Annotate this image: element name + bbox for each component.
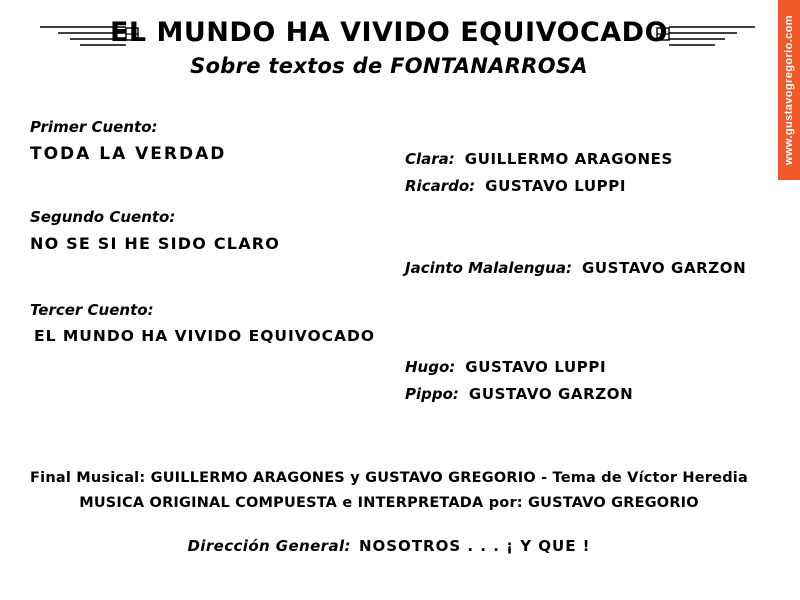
direction-label: Dirección General: [187,537,351,555]
cast-actor: GUSTAVO LUPPI [485,176,627,195]
footer-credit-music: Final Musical: GUILLERMO ARAGONES y GUSTAVO GREGORIO - Tema de Víctor Heredia [30,470,748,486]
stories-column [30,118,400,387]
poster-body [0,118,778,448]
footer-credit-original-music: MUSICA ORIGINAL COMPUESTA e INTERPRETADA por: GUSTAVO GREGORIO [79,495,699,511]
cast-row [405,385,775,403]
cast-block [405,358,775,412]
story-title: EL MUNDO HA VIVIDO EQUIVOCADO [34,326,376,345]
page-title: EL MUNDO HA VIVIDO EQUIVOCADO [109,17,669,48]
watermark-text: www.gustavogregorio.com [783,15,795,165]
cast-character: Jacinto Malalengua: [405,258,572,277]
story-item [30,301,400,345]
direction-value: NOSOTROS . . . ¡ Y QUE ! [358,537,591,555]
story-title: TODA LA VERDAD [30,143,227,164]
story-item [30,118,400,164]
story-item [30,208,400,253]
cast-actor: GUSTAVO GARZON [581,258,747,277]
cast-block [405,259,775,286]
story-label: Primer Cuento: [30,117,158,136]
cast-actor: GUILLERMO ARAGONES [464,149,673,168]
line-cluster-icon-right [655,22,755,48]
cast-row [405,358,775,376]
story-label: Segundo Cuento: [30,207,176,226]
watermark-strip [778,0,800,180]
page-subtitle: Sobre textos de FONTANARROSA [190,53,588,78]
poster-header [0,0,778,78]
story-title: NO SE SI HE SIDO CLARO [30,233,281,253]
line-cluster-icon-left [40,22,140,48]
story-label: Tercer Cuento: [30,300,154,319]
cast-character: Ricardo: [405,176,476,195]
cast-actor: GUSTAVO GARZON [468,384,634,403]
cast-character: Clara: [405,149,455,168]
cast-row [405,259,775,277]
footer-direction [0,537,778,555]
cast-block [405,150,775,204]
cast-character: Pippo: [405,384,459,403]
cast-row [405,150,775,168]
poster-footer [0,470,778,555]
cast-row [405,177,775,195]
cast-actor: GUSTAVO LUPPI [465,357,607,376]
cast-character: Hugo: [405,357,456,376]
